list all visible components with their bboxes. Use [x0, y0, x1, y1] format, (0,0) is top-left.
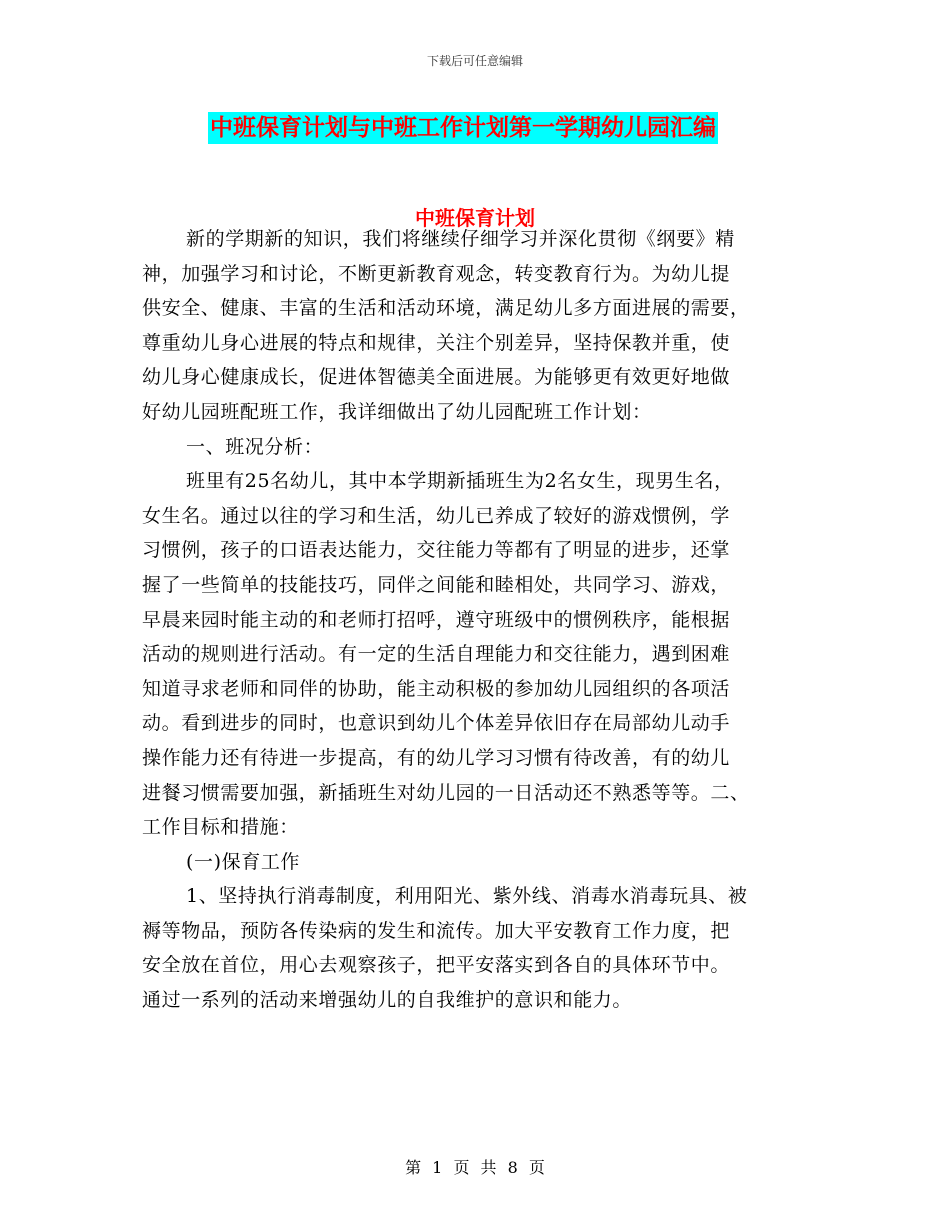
text-line: 握了一些简单的技能技巧，同伴之间能和睦相处，共同学习、游戏，	[142, 573, 731, 596]
text-line: 供安全、健康、丰富的生活和活动环境，满足幼儿多方面进展的需要，	[142, 297, 750, 320]
text-line: 工作目标和措施：	[142, 816, 299, 839]
page-footer: 第 1 页 共 8 页	[405, 1158, 545, 1177]
text-line: 通过一系列的活动来增强幼儿的自我维护的意识和能力。	[142, 989, 633, 1012]
text-line: 新的学期新的知识，我们将继续仔细学习并深化贯彻《纲要》精	[186, 228, 735, 250]
text-line: 1、坚持执行消毒制度，利用阳光、紫外线、消毒水消毒玩具、被	[186, 885, 748, 908]
text-line: 班里有25名幼儿，其中本学期新插班生为2名女生，现男生名，	[186, 470, 734, 493]
text-line: 习惯例，孩子的口语表达能力，交往能力等都有了明显的进步，还掌	[142, 539, 731, 562]
text-line: 操作能力还有待进一步提高，有的幼儿学习习惯有待改善，有的幼儿	[142, 746, 731, 769]
document-title: 中班保育计划与中班工作计划第一学期幼儿园汇编	[208, 112, 718, 144]
text-line: 幼儿身心健康成长，促进体智德美全面进展。为能够更有效更好地做	[142, 366, 731, 389]
text-line: 活动的规则进行活动。有一定的生活自理能力和交往能力，遇到困难	[142, 643, 731, 666]
subheading-class-analysis: 一、班况分析：	[186, 435, 324, 458]
text-line: 早晨来园时能主动的和老师打招呼，遵守班级中的惯例秩序，能根据	[142, 608, 731, 631]
text-line: 女生名。通过以往的学习和生活，幼儿已养成了较好的游戏惯例，学	[142, 504, 731, 527]
text-line: 进餐习惯需要加强，新插班生对幼儿园的一日活动还不熟悉等等。二、	[142, 781, 750, 804]
body-text	[142, 222, 812, 1018]
text-line: 好幼儿园班配班工作，我详细做出了幼儿园配班工作计划：	[142, 400, 652, 423]
subheading-care-work: (一)保育工作	[186, 850, 301, 873]
text-line: 动。看到进步的同时，也意识到幼儿个体差异依旧存在局部幼儿动手	[142, 712, 731, 735]
section-title: 中班保育计划	[415, 206, 535, 230]
text-line: 知道寻求老师和同伴的协助，能主动积极的参加幼儿园组织的各项活	[142, 677, 731, 700]
text-line: 安全放在首位，用心去观察孩子，把平安落实到各自的具体环节中。	[142, 954, 731, 977]
text-line: 褥等物品，预防各传染病的发生和流传。加大平安教育工作力度，把	[142, 919, 731, 942]
text-line: 神，加强学习和讨论，不断更新教育观念，转变教育行为。为幼儿提	[142, 262, 731, 285]
header-note: 下载后可任意编辑	[426, 54, 523, 68]
text-line: 尊重幼儿身心进展的特点和规律，关注个别差异，坚持保教并重，使	[142, 331, 731, 354]
